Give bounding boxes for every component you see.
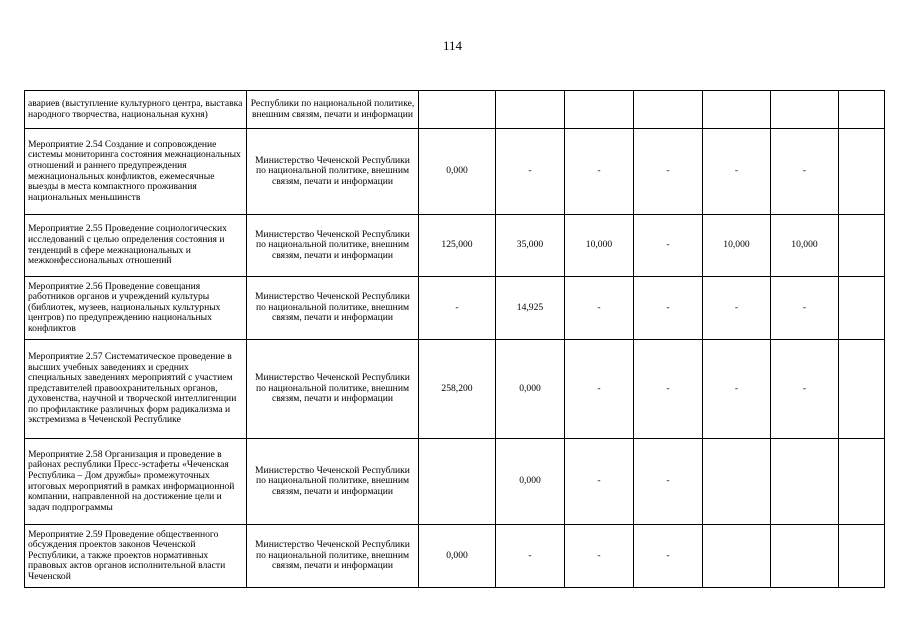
value-cell: - xyxy=(565,129,634,215)
responsible-executor: Министерство Чеченской Республики по национальной политике, внешним связям, печати и информации xyxy=(247,129,419,215)
responsible-executor: Министерство Чеченской Республики по национальной политике, внешним связям, печати и информации xyxy=(247,340,419,439)
value-cell: - xyxy=(496,525,565,588)
value-cell: - xyxy=(565,277,634,340)
activity-description: Мероприятие 2.54 Создание и сопровождение системы мониторинга состояния межнациональных отношений и раннего предупреждения межнациональных конфликтов, ежемесячные выезды в места компактного проживания национальных меньшинств xyxy=(25,129,247,215)
value-cell xyxy=(419,439,496,525)
value-cell: - xyxy=(496,129,565,215)
value-cell: 0,000 xyxy=(419,129,496,215)
value-cell xyxy=(839,277,885,340)
table-row xyxy=(25,525,885,588)
value-cell: - xyxy=(771,129,839,215)
value-cell: - xyxy=(634,340,703,439)
value-cell: - xyxy=(771,277,839,340)
value-cell xyxy=(496,91,565,129)
value-cell: - xyxy=(634,525,703,588)
value-cell xyxy=(839,91,885,129)
value-cell: - xyxy=(419,277,496,340)
value-cell: 10,000 xyxy=(565,215,634,277)
table-row xyxy=(25,129,885,215)
value-cell xyxy=(771,439,839,525)
program-activities-table xyxy=(24,90,885,588)
responsible-executor: Республики по национальной политике, внешним связям, печати и информации xyxy=(247,91,419,129)
value-cell xyxy=(419,91,496,129)
responsible-executor: Министерство Чеченской Республики по национальной политике, внешним связям, печати и информации xyxy=(247,277,419,340)
activity-description: Мероприятие 2.59 Проведение общественного обсуждения проектов законов Чеченской Республики, а также проектов нормативных правовых актов органов исполнительной власти Чеченской xyxy=(25,525,247,588)
value-cell xyxy=(703,439,771,525)
responsible-executor: Министерство Чеченской Республики по национальной политике, внешним связям, печати и информации xyxy=(247,439,419,525)
value-cell xyxy=(839,439,885,525)
page-number: 114 xyxy=(442,38,463,53)
activity-description: Мероприятие 2.55 Проведение социологических исследований с целью определения состояния и тенденций в сфере межнациональных и межконфессиональных отношений xyxy=(25,215,247,277)
value-cell: 14,925 xyxy=(496,277,565,340)
value-cell: 35,000 xyxy=(496,215,565,277)
value-cell: - xyxy=(703,340,771,439)
value-cell: 258,200 xyxy=(419,340,496,439)
value-cell xyxy=(839,525,885,588)
value-cell: - xyxy=(703,277,771,340)
table-row xyxy=(25,340,885,439)
value-cell: - xyxy=(771,340,839,439)
table-row xyxy=(25,215,885,277)
activity-description: авариев (выступление культурного центра, выставка народного творчества, национальная кухня) xyxy=(25,91,247,129)
value-cell: - xyxy=(565,439,634,525)
value-cell: - xyxy=(634,277,703,340)
value-cell: - xyxy=(565,340,634,439)
value-cell xyxy=(839,215,885,277)
value-cell xyxy=(634,91,703,129)
value-cell xyxy=(771,525,839,588)
value-cell: - xyxy=(703,129,771,215)
value-cell: 0,000 xyxy=(496,340,565,439)
value-cell xyxy=(703,525,771,588)
value-cell: 0,000 xyxy=(496,439,565,525)
activity-description: Мероприятие 2.58 Организация и проведение в районах республики Пресс-эстафеты «Чеченская Республика – Дом дружбы» промежуточных итоговых мероприятий в рамках информационной компании, направленной на достижение цели и задач подпрограммы xyxy=(25,439,247,525)
table-row xyxy=(25,439,885,525)
value-cell xyxy=(839,129,885,215)
value-cell: - xyxy=(634,439,703,525)
value-cell: 125,000 xyxy=(419,215,496,277)
value-cell xyxy=(839,340,885,439)
value-cell: 0,000 xyxy=(419,525,496,588)
activity-description: Мероприятие 2.56 Проведение совещания работников органов и учреждений культуры (библиотек, музеев, национальных культурных центров) по предупреждению национальных конфликтов xyxy=(25,277,247,340)
value-cell: 10,000 xyxy=(703,215,771,277)
value-cell: - xyxy=(565,525,634,588)
value-cell xyxy=(771,91,839,129)
value-cell: - xyxy=(634,129,703,215)
table-row xyxy=(25,91,885,129)
value-cell xyxy=(703,91,771,129)
responsible-executor: Министерство Чеченской Республики по национальной политике, внешним связям, печати и информации xyxy=(247,525,419,588)
value-cell xyxy=(565,91,634,129)
responsible-executor: Министерство Чеченской Республики по национальной политике, внешним связям, печати и информации xyxy=(247,215,419,277)
value-cell: 10,000 xyxy=(771,215,839,277)
value-cell: - xyxy=(634,215,703,277)
activity-description: Мероприятие 2.57 Систематическое проведение в высших учебных заведениях и средних специальных заведениях мероприятий с участием представителей правоохранительных органов, духовенства, научной и творческой интеллигенции по профилактике различных форм радикализма и экстремизма в Чеченской Республике xyxy=(25,340,247,439)
table-row xyxy=(25,277,885,340)
